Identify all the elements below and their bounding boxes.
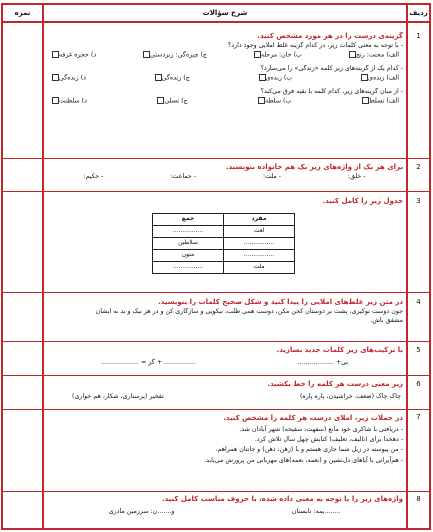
table-header: مفرد <box>224 213 295 225</box>
plural-table <box>152 213 295 274</box>
header-score: نمره <box>14 9 31 17</box>
table-row <box>153 261 295 273</box>
passage-line: مشفق باش. <box>370 316 403 324</box>
items-row <box>44 505 403 517</box>
word-item: - جماعت: <box>170 172 197 180</box>
checkbox[interactable] <box>254 51 261 58</box>
word-item: - ملت: <box>262 172 282 180</box>
table-cell: ملت <box>224 261 295 273</box>
checkbox[interactable] <box>52 74 59 81</box>
question-number: 7 <box>416 413 421 421</box>
exam-sheet <box>1 3 431 530</box>
question-title: زیر معنی درست هر کلمه را خط بکشید. <box>267 380 403 388</box>
row-divider <box>3 491 429 492</box>
sentence-line[interactable]: - من پیوسته در زیل شما جاری هستم و با (زهن، ذهن) و جانتان همراهم. <box>215 446 403 454</box>
question-number: 6 <box>416 380 421 388</box>
row-divider <box>3 292 429 293</box>
sentence-line[interactable]: - دهخدا برای (تالیف، تعلیف) کتابش چهل سال تلاش کرد. <box>254 435 403 443</box>
question-4 <box>44 298 403 325</box>
option[interactable]: الف) تسلط <box>360 97 399 106</box>
meaning-item[interactable]: چاک چاک (ضعف، خراشیدن، پاره پاره) <box>299 392 401 400</box>
fill-item[interactable]: و.......ن: سرزمین مادری <box>108 507 175 515</box>
question-title: واژه‌های زیر را با توجه به معنی داده شده، با حروف مناسب کامل کنید. <box>161 495 403 503</box>
sentence-line[interactable]: - دریافتی با شاکری خود مانع (سفهت، سفیحه) شهر آبادان شد. <box>239 425 403 433</box>
compound-item[interactable]: بی+ .................. <box>297 358 349 366</box>
word-item: - حکیم: <box>83 172 104 180</box>
question-title: در جملات زیر، املای درست هر کلمه را مشخص کنید. <box>223 414 403 422</box>
question-6 <box>44 380 403 402</box>
row-divider <box>3 341 429 342</box>
checkbox[interactable] <box>52 97 59 104</box>
passage-line: جون دوست نوکیری، پشت بر دوستان کجن مکن، دوست همی‌ طلب، نیکویی و سازگاری کن و در هر نیک و بد به ایشان <box>95 307 403 315</box>
compound-item[interactable]: ................ + گر = ................... <box>100 358 196 366</box>
checkbox[interactable] <box>155 74 162 81</box>
table-cell[interactable]: ................ <box>153 261 224 273</box>
question-title: گزینه‌ی درست را در هر مورد مشخص کنید. <box>257 32 403 40</box>
row-divider <box>3 158 429 159</box>
question-number: 3 <box>416 197 421 205</box>
question-number: 5 <box>416 346 421 354</box>
table-header-row <box>153 213 295 225</box>
row-divider <box>3 409 429 410</box>
option[interactable]: ج) زنده‌گی <box>153 74 190 83</box>
table-row <box>153 249 295 261</box>
words-row <box>44 173 403 182</box>
table-cell: متون <box>153 249 224 261</box>
option[interactable]: د) حجره غرفه <box>50 51 96 60</box>
option[interactable]: الف) زنده‌ی <box>359 74 399 83</box>
question-7 <box>44 413 403 466</box>
header-row <box>3 5 429 23</box>
meaning-item[interactable]: تفخیر (پرستاری، شکار، هم خواری) <box>72 392 164 400</box>
question-2 <box>44 163 403 182</box>
question-8 <box>44 495 403 517</box>
sentence-line[interactable]: - هم‌آیرانی با آیاهای دل‌نشین و (نغمه، نعمه)های مهربانی من پرورش می‌یابد. <box>204 456 403 464</box>
question-title: برای هر یک از واژه‌های زیر یک هم خانواده بنویسید. <box>225 163 403 171</box>
option[interactable]: ج) تسلی <box>155 97 187 106</box>
table-cell: لغت <box>224 225 295 237</box>
question-number: 1 <box>416 32 421 40</box>
option[interactable]: ب) زنده‌ی <box>257 74 293 83</box>
option[interactable]: الف) محنت: رنج <box>347 51 399 60</box>
row-divider <box>3 375 429 376</box>
table-header: جمع <box>153 213 224 225</box>
checkbox[interactable] <box>259 74 266 81</box>
question-title: جدول زیر را کامل کنید. <box>322 197 403 205</box>
options-row <box>44 74 403 83</box>
fill-item[interactable]: ........یمه: تابستان <box>291 507 341 515</box>
checkbox[interactable] <box>52 51 59 58</box>
table-cell: سلاطین <box>153 237 224 249</box>
question-title: با ترکیب‌های زیر کلمات جدید بسازید. <box>276 346 403 354</box>
row-divider <box>3 191 429 192</box>
question-title: در متن زیر غلط‌های املایی را پیدا کنید و شکل صحیح کلمات را بنویسید. <box>158 298 403 306</box>
word-item: - خلق: <box>347 172 366 180</box>
question-1 <box>44 32 403 106</box>
checkbox[interactable] <box>362 97 369 104</box>
question-prompt: - از میان گزینه‌های زیر، کدام کلمه با بقیه فرق می‌کند؟ <box>260 88 403 96</box>
options-row <box>44 97 403 106</box>
question-5 <box>44 346 403 368</box>
row-column-divider <box>406 5 408 528</box>
question-3 <box>44 197 403 274</box>
option[interactable]: ب) سلطه <box>256 97 291 106</box>
table-row <box>153 225 295 237</box>
question-number: 2 <box>416 163 421 171</box>
table-row <box>153 237 295 249</box>
header-row-number: ردیف <box>409 9 428 17</box>
question-number: 4 <box>416 298 421 306</box>
items-row <box>44 356 403 368</box>
question-number: 8 <box>416 495 421 503</box>
items-row <box>44 390 403 402</box>
table-cell[interactable]: ................ <box>224 237 295 249</box>
options-row <box>44 51 403 60</box>
question-prompt: - با توجه به معنی کلمات زیر، در کدام گزینه غلط املایی وجود دارد؟ <box>227 41 403 49</box>
checkbox[interactable] <box>143 51 150 58</box>
option[interactable]: ب) خان: مرحله <box>252 51 302 60</box>
option[interactable]: د) زنده‌گی <box>50 74 86 83</box>
header-questions: شرح سؤالات <box>202 9 248 17</box>
table-cell[interactable]: ................ <box>153 225 224 237</box>
checkbox[interactable] <box>361 74 368 81</box>
checkbox[interactable] <box>349 51 356 58</box>
option[interactable]: ج) چیره‌گی: زبردستی <box>141 51 207 60</box>
table-cell[interactable]: ................ <box>224 249 295 261</box>
option[interactable]: د) سلطنت <box>50 97 87 106</box>
question-prompt: - کدام یک از گزینه‌های زیر کلمه «زندگی» را می‌سازد؟ <box>260 64 403 72</box>
